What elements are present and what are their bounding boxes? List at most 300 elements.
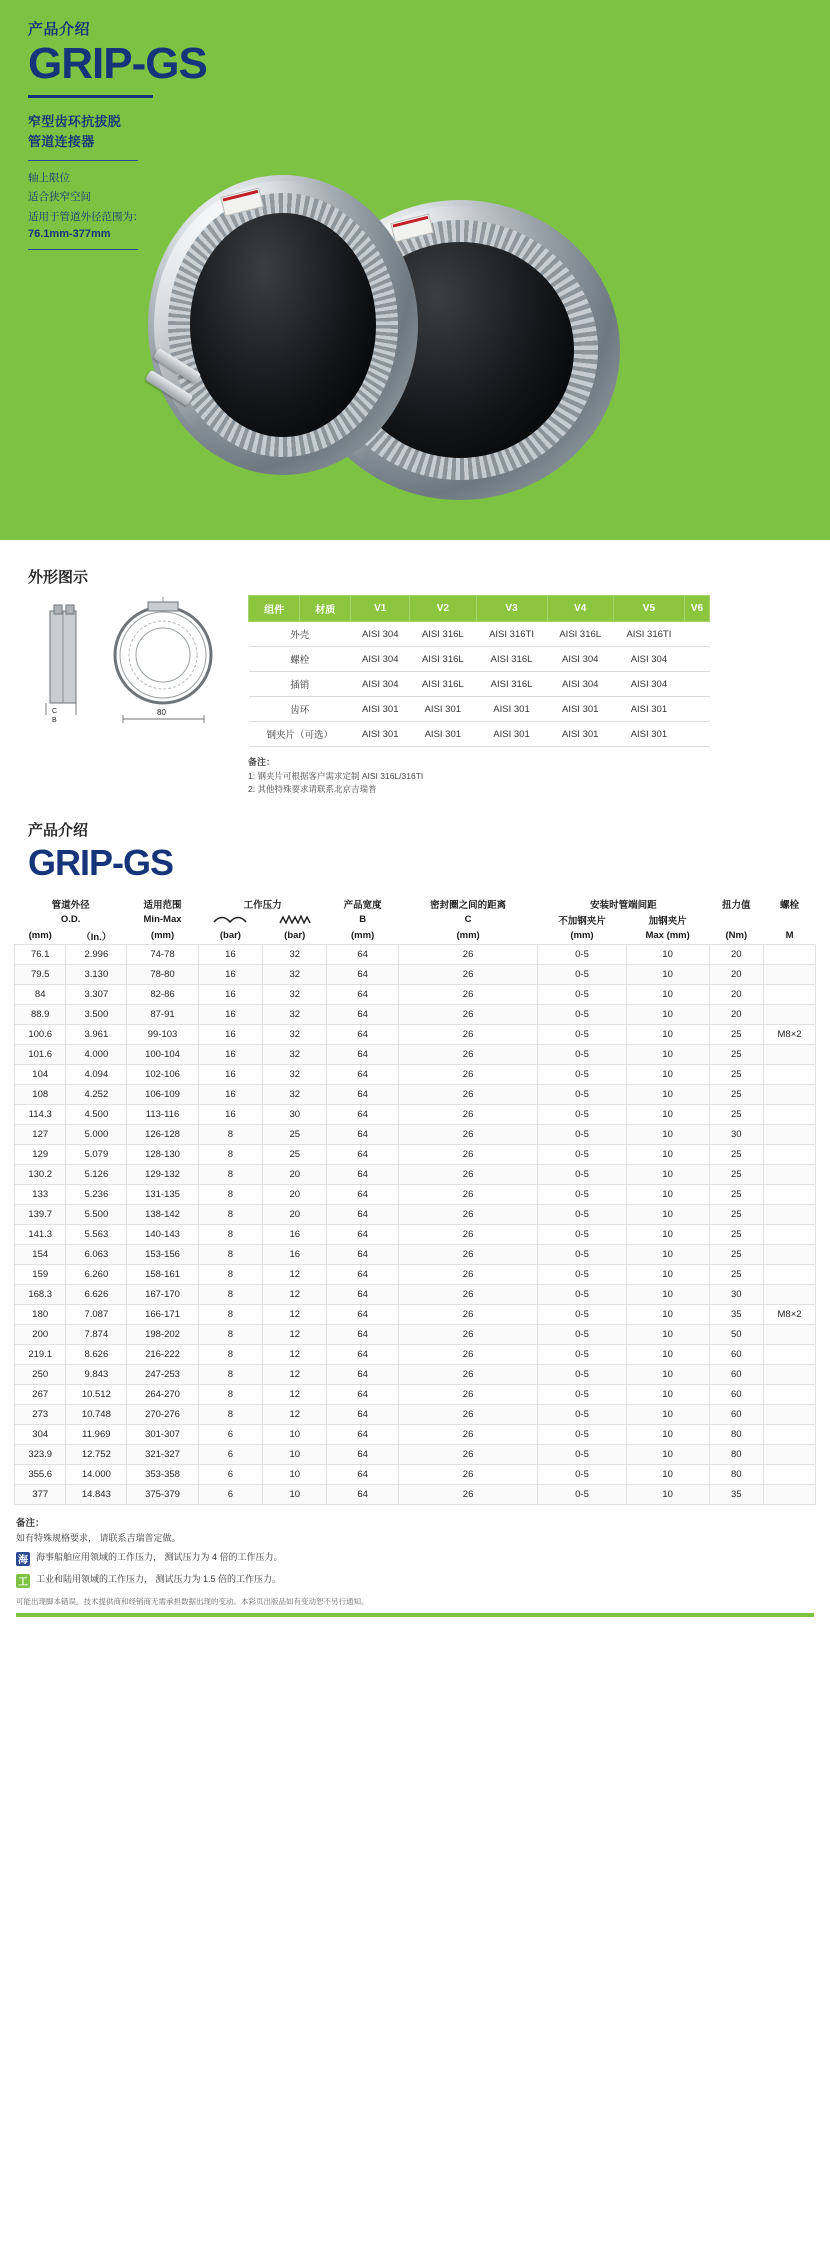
spec-cell: 3.961 (66, 1024, 127, 1044)
spec-unit-bar-1: (bar) (219, 930, 241, 942)
spec-cell: 10 (626, 1264, 709, 1284)
table-row (15, 1044, 816, 1064)
spec-cell: 26 (398, 1324, 537, 1344)
spec-cell: 323.9 (15, 1444, 66, 1464)
spec-cell: 10 (263, 1424, 327, 1444)
spec-cell: 129 (15, 1144, 66, 1164)
spec-cell: 7.087 (66, 1304, 127, 1324)
spec-cell: 26 (398, 1064, 537, 1084)
spec-cell: 6.260 (66, 1264, 127, 1284)
table-row (15, 1144, 816, 1164)
spec-cell: 200 (15, 1324, 66, 1344)
table-row (249, 672, 710, 697)
spec-cell: 26 (398, 1304, 537, 1324)
spec-unit-mm: (mm) (28, 930, 52, 942)
spec-cell: 12 (263, 1344, 327, 1364)
spec-cell (764, 1244, 816, 1264)
spec-cell: 30 (709, 1124, 764, 1144)
hero-subdivider (28, 160, 138, 161)
spec-cell: 79.5 (15, 964, 66, 984)
spec-cell: 108 (15, 1084, 66, 1104)
spec-cell: 5.563 (66, 1224, 127, 1244)
spec-cell: 10 (626, 1224, 709, 1244)
table-row (15, 1084, 816, 1104)
spec-cell: 10 (626, 1004, 709, 1024)
table-row (15, 1344, 816, 1364)
spec-cell: 74-78 (127, 944, 198, 964)
industry-badge-text: 工业和陆用领域的工作压力， 测试压力为 1.5 倍的工作压力。 (36, 1573, 282, 1584)
material-table-block (248, 595, 710, 797)
spec-cell: 6.626 (66, 1284, 127, 1304)
spec-group-od: 管道外径 (51, 899, 90, 911)
spec-sub-minmax: Min-Max (143, 914, 182, 926)
spec-cell: 25 (263, 1124, 327, 1144)
spec-cell: 10 (626, 1304, 709, 1324)
spec-cell (764, 1124, 816, 1144)
spec-cell: 12 (263, 1324, 327, 1344)
spec-cell: 140-143 (127, 1224, 198, 1244)
mat-col-component: 组件 (249, 596, 300, 622)
spec-cell: 114.3 (15, 1104, 66, 1124)
spec-cell: 113-116 (127, 1104, 198, 1124)
spec-cell: 0-5 (538, 1104, 626, 1124)
spec-cell: 0-5 (538, 1324, 626, 1344)
mat-cell: AISI 316TI (476, 622, 547, 647)
spec-cell: 32 (263, 984, 327, 1004)
mat-cell (684, 622, 709, 647)
mat-cell: AISI 301 (613, 722, 684, 747)
dimension-width-label: 80 (157, 708, 166, 717)
spec-cell: 26 (398, 1464, 537, 1484)
spec-cell: 0-5 (538, 1484, 626, 1504)
spec-cell: 12 (263, 1384, 327, 1404)
hero-feature-1: 轴上限位 (28, 172, 70, 185)
table-row (15, 1004, 816, 1024)
spec-cell: 0-5 (538, 1084, 626, 1104)
mat-row-label: 外壳 (249, 622, 351, 647)
table-row (15, 1484, 816, 1504)
spec-cell: 0-5 (538, 1364, 626, 1384)
spec-cell: 12 (263, 1304, 327, 1324)
spec-cell: 321-327 (127, 1444, 198, 1464)
spec-cell: 0-5 (538, 1344, 626, 1364)
spec-cell: 26 (398, 944, 537, 964)
mat-row-label: 齿环 (249, 697, 351, 722)
spec-cell: 16 (198, 1084, 262, 1104)
spec-cell: 26 (398, 1144, 537, 1164)
spec-cell: 10 (626, 984, 709, 1004)
spec-cell: 64 (327, 1244, 398, 1264)
spec-cell: 30 (263, 1104, 327, 1124)
spec-cell (764, 1344, 816, 1364)
spec-cell: 25 (709, 1184, 764, 1204)
spec-cell: 8 (198, 1124, 262, 1144)
hero-brand-title: GRIP-GS (28, 39, 207, 88)
spec-cell: 100.6 (15, 1024, 66, 1044)
spec-cell: 64 (327, 1404, 398, 1424)
spec-cell: 6 (198, 1444, 262, 1464)
spec-cell: 130.2 (15, 1164, 66, 1184)
spec-cell: 26 (398, 964, 537, 984)
spec-cell: 8 (198, 1304, 262, 1324)
spec-cell: 64 (327, 1464, 398, 1484)
spec-cell: 8 (198, 1384, 262, 1404)
spec-cell: 0-5 (538, 1384, 626, 1404)
spec-cell: 32 (263, 1064, 327, 1084)
mat-cell: AISI 316L (410, 622, 476, 647)
spec-cell: 64 (327, 1004, 398, 1024)
spec-cell: 64 (327, 1184, 398, 1204)
spec-cell: 8 (198, 1244, 262, 1264)
industry-badge-icon: 工 (16, 1574, 30, 1588)
spec-cell: 35 (709, 1484, 764, 1504)
spec-cell: 26 (398, 1084, 537, 1104)
spec-cell: 355.6 (15, 1464, 66, 1484)
spec-cell (764, 1324, 816, 1344)
spec-cell: 60 (709, 1364, 764, 1384)
table-row (15, 1224, 816, 1244)
mat-cell: AISI 301 (351, 697, 410, 722)
spec-cell: 6 (198, 1464, 262, 1484)
spec-cell: 10 (263, 1484, 327, 1504)
footer-badge-marine-row (16, 1551, 814, 1566)
spec-cell: 8 (198, 1164, 262, 1184)
spec-cell: 0-5 (538, 1204, 626, 1224)
spec-cell: 10 (626, 1044, 709, 1064)
spec-sub-with-clip: 加钢夹片 (648, 915, 687, 927)
spec-cell: 0-5 (538, 1284, 626, 1304)
spec-cell: 26 (398, 1364, 537, 1384)
spec-cell: 5.126 (66, 1164, 127, 1184)
spec-cell: 10 (626, 1284, 709, 1304)
spec-brand-title: GRIP-GS (28, 841, 174, 883)
svg-text:C: C (52, 708, 58, 715)
spec-cell: 0-5 (538, 964, 626, 984)
material-table-body (249, 622, 710, 747)
spec-cell: 64 (327, 1124, 398, 1144)
spec-cell: 0-5 (538, 1004, 626, 1024)
spec-cell: 10 (626, 964, 709, 984)
spec-cell: 106-109 (127, 1084, 198, 1104)
spec-cell: 5.079 (66, 1144, 127, 1164)
spec-cell: 101.6 (15, 1044, 66, 1064)
spec-cell: 26 (398, 1404, 537, 1424)
pressure-burst-icon (278, 915, 312, 924)
spec-cell: 64 (327, 1164, 398, 1184)
spec-unit-gap-max: Max (mm) (645, 930, 690, 942)
spec-cell: 0-5 (538, 944, 626, 964)
spec-cell (764, 1144, 816, 1164)
spec-cell: 10 (626, 1464, 709, 1484)
spec-cell: 4.252 (66, 1084, 127, 1104)
spec-cell: 32 (263, 1024, 327, 1044)
mat-col-material: 材质 (300, 596, 351, 622)
spec-cell (764, 1224, 816, 1244)
spec-cell: 131-135 (127, 1184, 198, 1204)
spec-cell: 8 (198, 1184, 262, 1204)
spec-cell: 16 (263, 1244, 327, 1264)
spec-cell: 26 (398, 1484, 537, 1504)
spec-cell: 14.000 (66, 1464, 127, 1484)
spec-cell: 20 (709, 984, 764, 1004)
spec-cell: 10 (626, 1384, 709, 1404)
spec-cell: 159 (15, 1264, 66, 1284)
table-row (15, 1284, 816, 1304)
spec-group-pressure: 工作压力 (243, 899, 282, 911)
spec-cell (764, 1284, 816, 1304)
spec-cell: 32 (263, 964, 327, 984)
spec-cell: 32 (263, 1044, 327, 1064)
spec-cell: 76.1 (15, 944, 66, 964)
spec-cell: 10 (263, 1464, 327, 1484)
spec-cell: 10 (626, 1144, 709, 1164)
table-row (15, 1364, 816, 1384)
table-row (15, 1184, 816, 1204)
spec-cell: 301-307 (127, 1424, 198, 1444)
spec-cell: 12 (263, 1284, 327, 1304)
spec-cell: 0-5 (538, 1264, 626, 1284)
spec-cell: 80 (709, 1444, 764, 1464)
spec-sub-od: O.D. (60, 914, 81, 926)
footer-fineprint: 可能出现脚本错误。技术提供商和经销商无需承担数据出现的变动。本彩页出版品如有变动恕不另行通知。 (16, 1596, 369, 1606)
spec-cell: 20 (709, 944, 764, 964)
spec-cell: 127 (15, 1124, 66, 1144)
spec-cell: 128-130 (127, 1144, 198, 1164)
table-row (15, 1204, 816, 1224)
spec-table-body (15, 944, 816, 1504)
spec-cell: 273 (15, 1404, 66, 1424)
spec-cell: 26 (398, 1224, 537, 1244)
spec-cell: 26 (398, 1124, 537, 1144)
spec-cell: 10 (626, 1344, 709, 1364)
spec-cell: 0-5 (538, 1184, 626, 1204)
spec-cell: 10.512 (66, 1384, 127, 1404)
mat-cell (684, 697, 709, 722)
mat-cell: AISI 301 (547, 697, 613, 722)
spec-cell: 0-5 (538, 1124, 626, 1144)
spec-cell: 10 (626, 944, 709, 964)
footer-note-title: 备注： (16, 1517, 45, 1529)
spec-cell (764, 1424, 816, 1444)
spec-cell (764, 1364, 816, 1384)
spec-cell: 5.500 (66, 1204, 127, 1224)
spec-table (14, 896, 816, 1505)
table-row (15, 944, 816, 964)
spec-cell: 0-5 (538, 1424, 626, 1444)
spec-cell: 10 (626, 1024, 709, 1044)
table-row (15, 1444, 816, 1464)
spec-cell: 8 (198, 1364, 262, 1384)
spec-cell: 0-5 (538, 984, 626, 1004)
spec-cell (764, 1444, 816, 1464)
spec-cell: 32 (263, 944, 327, 964)
diagram-row (28, 595, 802, 797)
mat-row-label: 插销 (249, 672, 351, 697)
mat-col-v2: V2 (410, 596, 476, 622)
spec-cell: 8 (198, 1324, 262, 1344)
spec-sub-bolt (764, 912, 816, 928)
hero-range-value: 76.1mm-377mm (28, 227, 111, 240)
spec-cell: 25 (709, 1224, 764, 1244)
spec-cell: 219.1 (15, 1344, 66, 1364)
mat-cell (684, 722, 709, 747)
mat-cell: AISI 301 (476, 697, 547, 722)
spec-cell: 10 (626, 1184, 709, 1204)
spec-cell: 154 (15, 1244, 66, 1264)
spec-cell: 26 (398, 1044, 537, 1064)
spec-cell (764, 1084, 816, 1104)
mat-cell: AISI 316L (410, 647, 476, 672)
spec-cell: 0-5 (538, 1024, 626, 1044)
spec-sub-header-row (15, 912, 816, 928)
spec-cell: 64 (327, 964, 398, 984)
spec-cell: 10 (263, 1444, 327, 1464)
spec-cell: 64 (327, 1424, 398, 1444)
spec-cell: M8×2 (764, 1304, 816, 1324)
spec-cell (764, 1164, 816, 1184)
spec-cell: 26 (398, 1344, 537, 1364)
spec-cell: 64 (327, 1104, 398, 1124)
spec-cell: 80 (709, 1424, 764, 1444)
spec-cell (764, 1204, 816, 1224)
spec-cell: 26 (398, 1424, 537, 1444)
spec-cell: 10 (626, 1064, 709, 1084)
material-note-title: 备注： (248, 757, 276, 767)
spec-cell: 16 (198, 1024, 262, 1044)
spec-unit-in: （In.） (81, 931, 112, 943)
table-row (15, 1124, 816, 1144)
spec-cell: 25 (709, 1244, 764, 1264)
spec-cell: 64 (327, 1264, 398, 1284)
spec-cell: 129-132 (127, 1164, 198, 1184)
spec-cell: 270-276 (127, 1404, 198, 1424)
spec-cell (764, 1264, 816, 1284)
spec-cell: 377 (15, 1484, 66, 1504)
spec-cell: 0-5 (538, 1464, 626, 1484)
spec-cell: 16 (198, 1044, 262, 1064)
footer-note-line: 如有特殊规格要求， 请联系吉瑞普定做。 (16, 1532, 181, 1543)
spec-header-section (0, 797, 830, 884)
spec-cell: 60 (709, 1384, 764, 1404)
spec-cell: 26 (398, 1184, 537, 1204)
spec-cell: 6 (198, 1484, 262, 1504)
spec-unit-c-mm: (mm) (456, 930, 480, 942)
hero-subtitle-line2: 管道连接器 (28, 133, 95, 149)
spec-cell: 64 (327, 1324, 398, 1344)
spec-cell: 30 (709, 1284, 764, 1304)
spec-cell: 100-104 (127, 1044, 198, 1064)
spec-cell: 12.752 (66, 1444, 127, 1464)
spec-unit-bar-2: (bar) (284, 930, 306, 942)
spec-cell: 25 (709, 1104, 764, 1124)
spec-cell: 375-379 (127, 1484, 198, 1504)
spec-cell: 25 (709, 1204, 764, 1224)
hero-section (0, 0, 830, 540)
spec-cell: 10 (626, 1324, 709, 1344)
spec-cell: 26 (398, 1204, 537, 1224)
spec-sub-no-clip: 不加钢夹片 (558, 915, 606, 927)
spec-cell: 10 (626, 1364, 709, 1384)
table-row (15, 1104, 816, 1124)
spec-cell: 10 (626, 1444, 709, 1464)
spec-unit-m: M (785, 930, 794, 942)
spec-cell: 5.236 (66, 1184, 127, 1204)
spec-cell: 180 (15, 1304, 66, 1324)
spec-cell: 250 (15, 1364, 66, 1384)
spec-cell: 0-5 (538, 1164, 626, 1184)
spec-cell: 64 (327, 1444, 398, 1464)
mat-row-label: 螺栓 (249, 647, 351, 672)
spec-cell (764, 984, 816, 1004)
spec-cell: 64 (327, 1384, 398, 1404)
spec-cell: 82-86 (127, 984, 198, 1004)
spec-cell: 12 (263, 1404, 327, 1424)
spec-cell: 20 (709, 964, 764, 984)
mat-cell: AISI 301 (476, 722, 547, 747)
table-row (15, 1424, 816, 1444)
spec-cell: 0-5 (538, 1224, 626, 1244)
spec-cell: 198-202 (127, 1324, 198, 1344)
spec-cell: 0-5 (538, 1304, 626, 1324)
mat-cell: AISI 316TI (613, 622, 684, 647)
spec-cell: 20 (263, 1184, 327, 1204)
spec-cell: 26 (398, 1284, 537, 1304)
spec-cell: 64 (327, 1484, 398, 1504)
svg-text:B: B (52, 717, 57, 724)
mat-cell: AISI 301 (410, 722, 476, 747)
spec-group-torque: 扭力值 (722, 899, 751, 911)
hero-subtitle (28, 112, 830, 151)
spec-sub-c: C (464, 914, 472, 926)
spec-cell (764, 1464, 816, 1484)
spec-cell: 25 (709, 1164, 764, 1184)
spec-cell: 12 (263, 1264, 327, 1284)
spec-cell: 64 (327, 1224, 398, 1244)
spec-cell: 26 (398, 1024, 537, 1044)
hero-range-label: 适用于管道外径范围为： (28, 210, 144, 223)
spec-cell: 141.3 (15, 1224, 66, 1244)
spec-cell: 4.094 (66, 1064, 127, 1084)
mat-col-v1: V1 (351, 596, 410, 622)
diagram-section (0, 566, 830, 797)
spec-table-head (15, 896, 816, 945)
spec-cell: 16 (198, 1104, 262, 1124)
spec-cell: 10 (626, 1164, 709, 1184)
mat-cell: AISI 304 (351, 622, 410, 647)
table-row (15, 1304, 816, 1324)
mat-cell: AISI 301 (351, 722, 410, 747)
spec-cell: 264-270 (127, 1384, 198, 1404)
spec-cell: 64 (327, 984, 398, 1004)
spec-cell: 16 (198, 944, 262, 964)
spec-cell: 64 (327, 1284, 398, 1304)
spec-cell: 16 (263, 1224, 327, 1244)
hero-subdivider-2 (28, 249, 138, 250)
spec-cell: 10 (626, 1204, 709, 1224)
material-header-row (249, 596, 710, 622)
footer-badge-industry-row (16, 1573, 814, 1588)
table-row (15, 1324, 816, 1344)
footer-notes (0, 1505, 830, 1631)
spec-sub-torque (709, 912, 764, 928)
technical-drawing (28, 595, 238, 730)
spec-cell: 133 (15, 1184, 66, 1204)
spec-cell: 216-222 (127, 1344, 198, 1364)
spec-cell: 8 (198, 1224, 262, 1244)
mat-cell: AISI 304 (613, 647, 684, 672)
spec-cell (764, 1384, 816, 1404)
table-row (15, 964, 816, 984)
